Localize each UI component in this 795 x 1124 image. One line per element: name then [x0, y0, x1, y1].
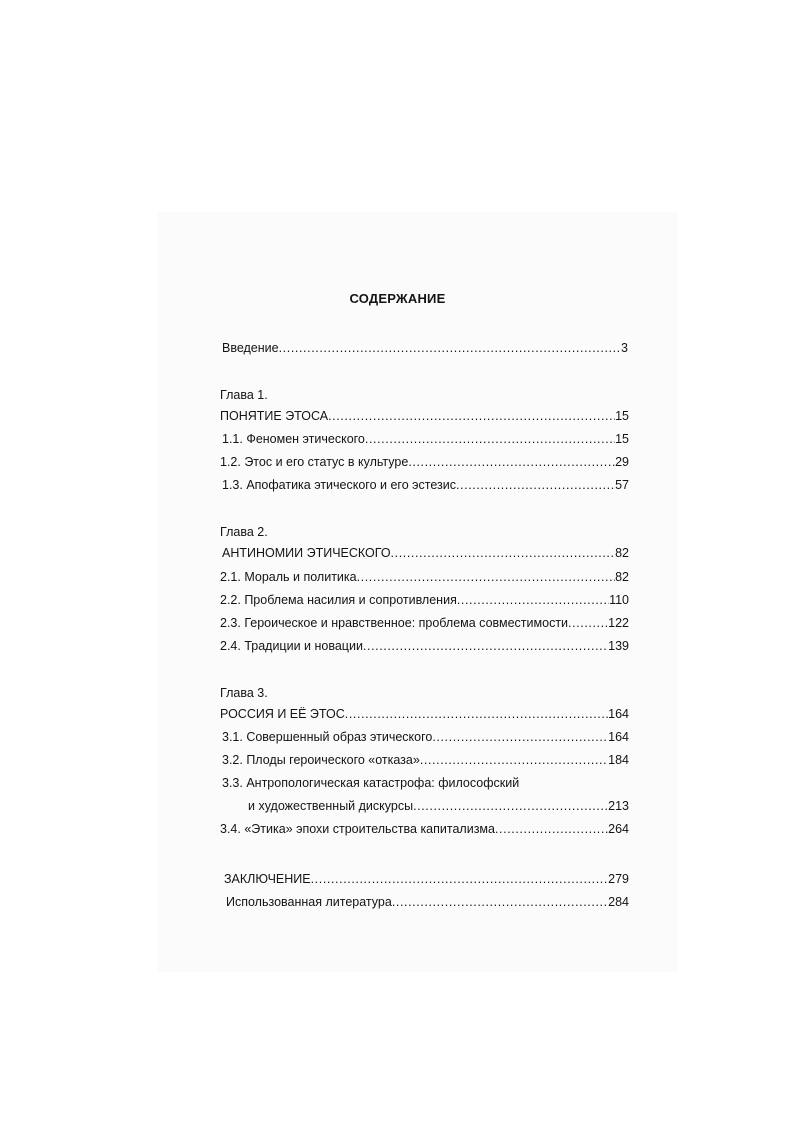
toc-leader	[408, 454, 615, 470]
toc-label: 2.4. Традиции и новации	[220, 639, 363, 653]
toc-entry-section[interactable]	[222, 431, 629, 447]
toc-page: 284	[608, 895, 629, 909]
toc-leader	[413, 798, 608, 814]
toc-entry-section[interactable]	[222, 729, 629, 745]
toc-page: 82	[615, 570, 629, 584]
toc-label: и художественный дискурсы	[248, 799, 414, 813]
toc-leader	[456, 477, 615, 493]
toc-page: 139	[608, 639, 629, 653]
toc-entry-section[interactable]	[220, 821, 629, 837]
toc-page: 82	[615, 546, 629, 560]
toc-entry-section[interactable]	[220, 454, 629, 470]
toc-leader	[311, 871, 609, 887]
toc-entry-section[interactable]	[220, 615, 629, 631]
toc-leader	[568, 615, 608, 631]
toc-leader	[345, 706, 608, 722]
toc-leader	[391, 545, 616, 561]
toc-entry-section-line1[interactable]: 3.3. Антропологическая катастрофа: философский	[222, 776, 520, 790]
toc-page: 110	[609, 593, 629, 607]
toc-leader	[457, 592, 609, 608]
toc-label: 1.3. Апофатика этического и его эстезис	[222, 478, 456, 492]
toc-label: РОССИЯ И ЕЁ ЭТОС	[220, 707, 345, 721]
toc-leader	[357, 569, 616, 585]
toc-leader	[279, 340, 621, 356]
chapter-heading: Глава 3.	[220, 686, 268, 700]
toc-entry-conclusion[interactable]	[224, 871, 629, 887]
page-title: СОДЕРЖАНИЕ	[349, 291, 446, 306]
toc-page: 15	[615, 432, 629, 446]
toc-entry-section[interactable]	[220, 569, 629, 585]
toc-leader	[365, 431, 615, 447]
chapter-heading: Глава 1.	[220, 388, 268, 402]
toc-leader	[420, 752, 608, 768]
toc-page: 15	[615, 409, 629, 423]
toc-label: Введение	[222, 341, 279, 355]
toc-label: Использованная литература	[226, 895, 392, 909]
toc-page: 184	[608, 753, 629, 767]
toc-page: 164	[608, 730, 629, 744]
toc-entry-literature[interactable]	[226, 894, 629, 910]
toc-label: 1.2. Этос и его статус в культуре	[220, 455, 409, 469]
toc-leader	[392, 894, 608, 910]
toc-entry-section[interactable]	[248, 798, 629, 814]
toc-label: 2.1. Мораль и политика	[220, 570, 357, 584]
toc-entry-section[interactable]	[222, 752, 629, 768]
toc-entry-chapter[interactable]	[220, 706, 629, 722]
toc-page: 213	[608, 799, 629, 813]
toc-page: 279	[608, 872, 629, 886]
toc-entry-chapter[interactable]	[220, 408, 629, 424]
toc-page: 3	[621, 341, 628, 355]
chapter-heading: Глава 2.	[220, 525, 268, 539]
toc-label: 2.3. Героическое и нравственное: проблема совместимости	[220, 616, 569, 630]
toc-page: 29	[615, 455, 629, 469]
toc-leader	[328, 408, 615, 424]
toc-entry-chapter[interactable]	[222, 545, 629, 561]
toc-label: 3.1. Совершенный образ этического	[222, 730, 433, 744]
toc-entry-intro[interactable]	[222, 340, 628, 356]
toc-label: ПОНЯТИЕ ЭТОСА	[220, 409, 329, 423]
toc-entry-section[interactable]	[220, 592, 629, 608]
toc-leader	[432, 729, 608, 745]
toc-leader	[495, 821, 608, 837]
toc-page: 57	[615, 478, 629, 492]
toc-label: 3.4. «Этика» эпохи строительства капитализма	[220, 822, 495, 836]
toc-label: АНТИНОМИИ ЭТИЧЕСКОГО	[222, 546, 391, 560]
toc-label: 1.1. Феномен этического	[222, 432, 365, 446]
toc-entry-section[interactable]	[222, 477, 629, 493]
toc-leader	[363, 638, 608, 654]
toc-label: 3.2. Плоды героического «отказа»	[222, 753, 420, 767]
toc-page: 164	[608, 707, 629, 721]
toc-page: 264	[608, 822, 629, 836]
toc-label: ЗАКЛЮЧЕНИЕ	[224, 872, 311, 886]
toc-page: 122	[608, 616, 629, 630]
toc-entry-section[interactable]	[220, 638, 629, 654]
toc-label: 2.2. Проблема насилия и сопротивления	[220, 593, 457, 607]
